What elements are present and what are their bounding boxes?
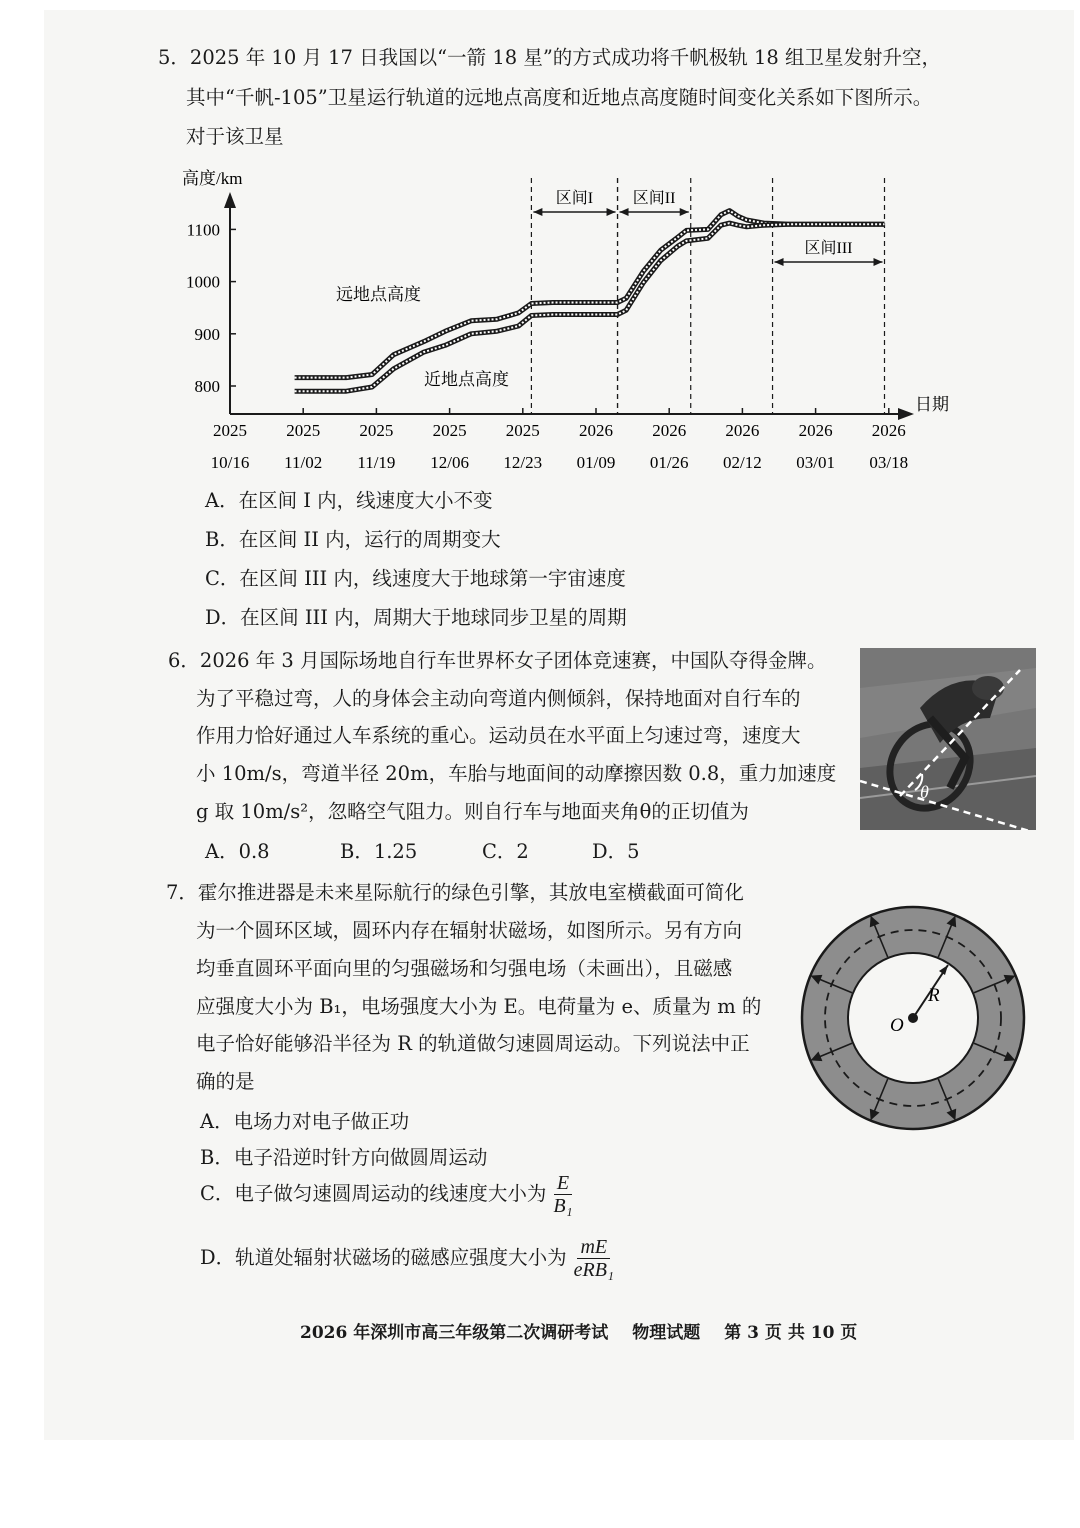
q6-line-5: g 取 10m/s²，忽略空气阻力。则自行车与地面夹角θ的正切值为 bbox=[196, 800, 749, 823]
q5-line-1: 5．2025 年 10 月 17 日我国以“一箭 18 星”的方式成功将千帆极轨 18 组卫星发射升空， bbox=[158, 46, 942, 69]
y-tick-label: 800 bbox=[194, 377, 220, 396]
q5-option-d: D．在区间 III 内，周期大于地球同步卫星的周期 bbox=[205, 606, 627, 629]
q7-option-c bbox=[200, 1172, 576, 1217]
series-label-apogee: 远地点高度 bbox=[336, 285, 421, 304]
q5-option-b: B．在区间 II 内，运行的周期变大 bbox=[205, 528, 501, 551]
x-tick-year: 2026 bbox=[725, 421, 760, 440]
fraction-numerator: mE bbox=[577, 1236, 610, 1259]
q6-option-a: A．0.8 bbox=[205, 840, 270, 863]
q7-option-c-text: C．电子做匀速圆周运动的线速度大小为 bbox=[200, 1182, 547, 1205]
q7-line-3: 均垂直圆环平面向里的匀强磁场和匀强电场（未画出），且磁感 bbox=[196, 957, 733, 980]
chart-y-axis-label: 高度/km bbox=[182, 169, 243, 188]
footer-exam-title: 2026 年深圳市高三年级第二次调研考试 bbox=[300, 1323, 609, 1343]
center-label: O bbox=[890, 1015, 904, 1036]
q6-line-2: 为了平稳过弯，人的身体会主动向弯道内侧倾斜，保持地面对自行车的 bbox=[196, 687, 801, 710]
x-tick-year: 2025 bbox=[286, 421, 321, 440]
x-tick-date: 01/09 bbox=[576, 453, 616, 472]
interval-label: 区间III bbox=[804, 240, 853, 257]
q6-line-3: 作用力恰好通过人车系统的重心。运动员在水平面上匀速过弯，速度大 bbox=[196, 724, 801, 747]
q5-line-2: 其中“千帆-105”卫星运行轨道的远地点高度和近地点高度随时间变化关系如下图所示。 bbox=[186, 86, 933, 109]
q7-line-1: 7．霍尔推进器是未来星际航行的绿色引擎，其放电室横截面可简化 bbox=[166, 881, 744, 904]
q6-option-c: C．2 bbox=[482, 840, 529, 863]
q7-line-5: 电子恰好能够沿半径为 R 的轨道做匀速圆周运动。下列说法中正 bbox=[196, 1032, 750, 1055]
q7-line-6: 确的是 bbox=[196, 1070, 255, 1093]
interval-label: 区间II bbox=[632, 190, 676, 207]
q6-line-1: 6．2026 年 3 月国际场地自行车世界杯女子团体竞速赛，中国队夺得金牌。 bbox=[168, 649, 827, 672]
x-tick-date: 12/06 bbox=[430, 453, 469, 472]
radius-label: R bbox=[928, 985, 940, 1006]
footer-subject: 物理试题 bbox=[632, 1323, 701, 1343]
interval-arrow bbox=[620, 208, 629, 216]
x-tick-date: 10/16 bbox=[210, 453, 250, 472]
interval-arrow bbox=[533, 208, 542, 216]
x-tick-year: 2025 bbox=[432, 421, 467, 440]
x-tick-year: 2026 bbox=[579, 421, 613, 440]
fraction-denominator: B₁ bbox=[553, 1195, 573, 1217]
interval-arrow bbox=[680, 208, 689, 216]
x-axis-arrow bbox=[898, 408, 914, 420]
interval-arrow bbox=[775, 258, 784, 266]
y-tick-label: 900 bbox=[194, 324, 220, 344]
orbit-altitude-chart bbox=[170, 160, 970, 480]
y-tick-label: 1000 bbox=[186, 272, 220, 292]
x-tick-date: 03/01 bbox=[796, 453, 835, 472]
theta-label: θ bbox=[920, 782, 929, 802]
q7-option-a: A．电场力对电子做正功 bbox=[200, 1110, 410, 1133]
q6-option-d: D．5 bbox=[592, 840, 640, 863]
x-tick-year: 2025 bbox=[213, 421, 247, 440]
series-label-perigee: 近地点高度 bbox=[424, 370, 509, 389]
y-axis-arrow bbox=[224, 192, 236, 208]
chart-x-axis-label: 日期 bbox=[915, 395, 949, 414]
q7-option-d-text: D．轨道处辐射状磁场的磁感应强度大小为 bbox=[200, 1246, 567, 1269]
q5-option-c: C．在区间 III 内，线速度大于地球第一宇宙速度 bbox=[205, 567, 626, 590]
footer-page-number: 第 3 页 共 10 页 bbox=[724, 1323, 858, 1343]
x-tick-year: 2026 bbox=[798, 421, 833, 440]
x-tick-year: 2025 bbox=[359, 421, 394, 440]
x-tick-year: 2026 bbox=[871, 421, 906, 440]
hall-thruster-ring-diagram bbox=[798, 903, 1028, 1133]
q7-line-4: 应强度大小为 B₁，电场强度大小为 E。电荷量为 e、质量为 m 的 bbox=[196, 995, 762, 1018]
x-tick-date: 11/19 bbox=[357, 453, 396, 472]
fraction-numerator: E bbox=[554, 1172, 572, 1195]
chart-intervals bbox=[531, 178, 884, 414]
interval-label: 区间I bbox=[555, 190, 594, 207]
x-tick-date: 11/02 bbox=[284, 453, 323, 472]
q6-option-b: B．1.25 bbox=[340, 840, 418, 863]
cyclist-photo bbox=[860, 648, 1036, 830]
x-tick-date: 02/12 bbox=[723, 453, 762, 472]
chart-ticks bbox=[186, 220, 908, 472]
fraction-me-over-erb1 bbox=[571, 1236, 617, 1281]
x-tick-year: 2025 bbox=[505, 421, 540, 440]
q5-option-a: A．在区间 I 内，线速度大小不变 bbox=[205, 489, 493, 512]
fraction-e-over-b1 bbox=[550, 1172, 575, 1217]
interval-arrow bbox=[607, 208, 616, 216]
x-tick-date: 01/26 bbox=[649, 453, 689, 472]
q6-line-4: 小 10m/s，弯道半径 20m，车胎与地面间的动摩擦因数 0.8，重力加速度 bbox=[196, 762, 837, 785]
q7-option-b: B．电子沿逆时针方向做圆周运动 bbox=[200, 1146, 488, 1169]
q5-line-3: 对于该卫星 bbox=[186, 125, 284, 148]
y-tick-label: 1100 bbox=[186, 220, 220, 240]
q7-line-2: 为一个圆环区域，圆环内存在辐射状磁场，如图所示。另有方向 bbox=[196, 919, 743, 942]
x-tick-date: 12/23 bbox=[503, 453, 543, 472]
fraction-denominator: eRB₁ bbox=[573, 1259, 614, 1281]
page-footer bbox=[300, 1318, 857, 1343]
q7-option-d bbox=[200, 1236, 617, 1281]
x-tick-date: 03/18 bbox=[869, 453, 909, 472]
x-tick-year: 2026 bbox=[652, 421, 687, 440]
interval-arrow bbox=[873, 258, 882, 266]
